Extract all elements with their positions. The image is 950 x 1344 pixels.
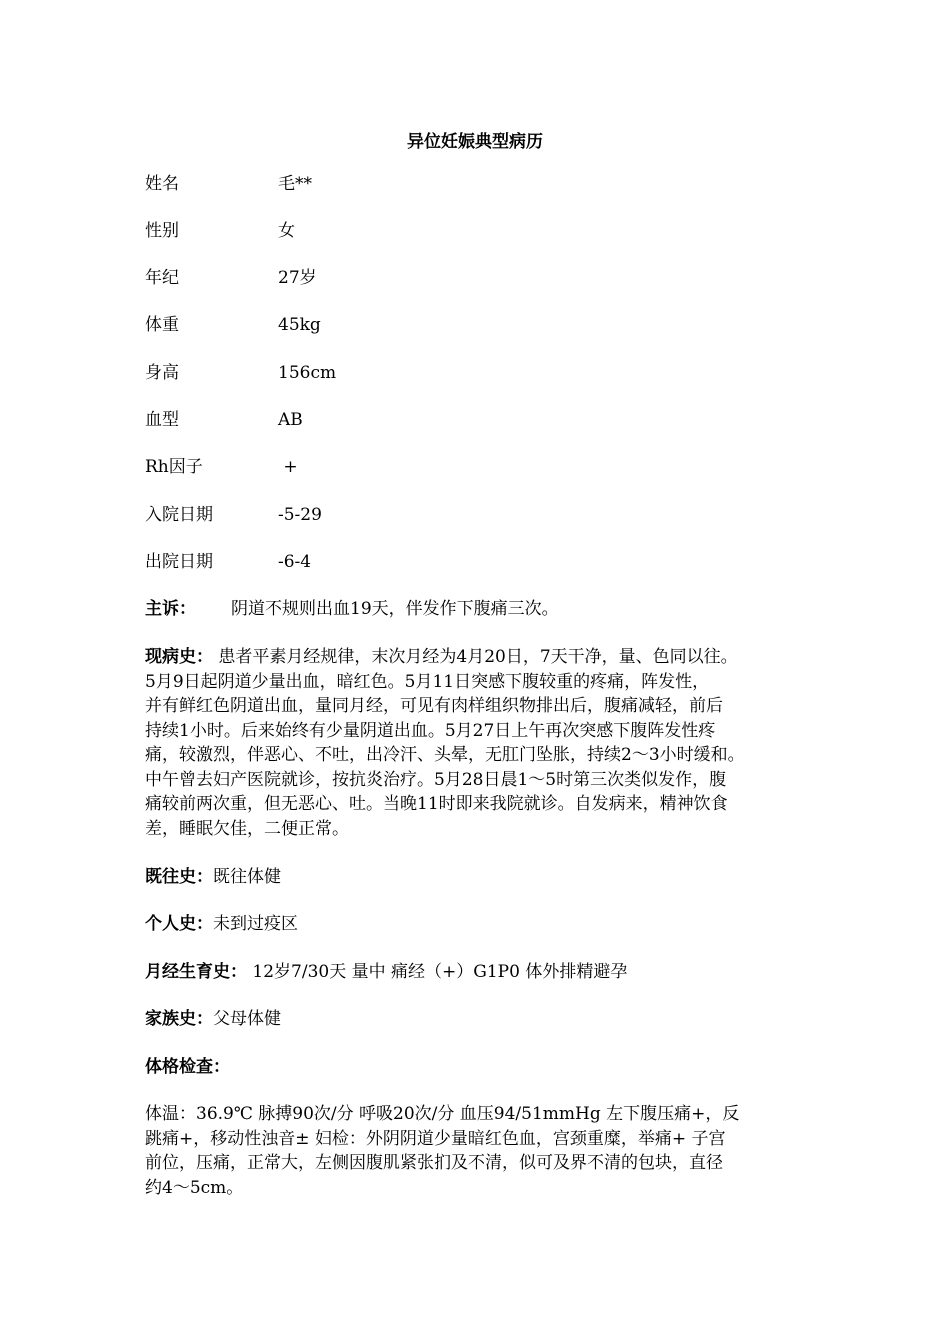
field-value: + [278,457,298,477]
chief-complaint-section [145,597,825,622]
personal-history-section [145,912,825,937]
field-label: 体重 [145,315,179,335]
chief-complaint-text: 阴道不规则出血19天，伴发作下腹痛三次。 [231,599,559,619]
field-value: 毛** [278,174,312,194]
past-history-label: 既往史： [145,867,213,887]
family-history-label: 家族史： [145,1009,213,1029]
field-rh-factor [145,454,298,480]
field-label: Rh因子 [145,457,203,477]
personal-history-label: 个人史： [145,914,213,934]
field-value: 156cm [278,363,337,383]
field-admission-date [145,502,322,528]
past-history-text: 既往体健 [213,867,281,887]
field-label: 身高 [145,363,179,383]
field-value: 女 [278,221,295,241]
physical-exam-line: 约4～5cm。 [145,1177,244,1198]
family-history-section [145,1007,825,1032]
present-illness-label: 现病史： [145,647,213,667]
field-discharge-date [145,549,311,575]
field-label: 性别 [145,221,179,241]
field-value: AB [278,410,303,430]
present-illness-line: 中午曾去妇产医院就诊，按抗炎治疗。5月28日晨1～5时第三次类似发作，腹 [145,769,727,790]
present-illness-line: 现病史： 患者平素月经规律，末次月经为4月20日，7天干净，量、色同以往。 [145,647,738,667]
present-illness-section [145,645,825,841]
field-weight [145,312,321,338]
physical-exam-heading-section [145,1055,825,1080]
physical-exam-line: 前位，压痛，正常大，左侧因腹肌紧张扪及不清，似可及界不清的包块，直径 [145,1153,723,1173]
menstrual-history-section [145,960,825,985]
physical-exam-label: 体格检查： [145,1057,230,1077]
present-illness-line: 5月9日起阴道少量出血，暗红色。5月11日突感下腹较重的疼痛，阵发性， [145,671,710,692]
field-blood-type [145,407,303,433]
family-history-text: 父母体健 [213,1009,281,1029]
document-title: 异位妊娠典型病历 [407,132,543,152]
physical-exam-line: 体温：36.9℃ 脉搏90次/分 呼吸20次/分 血压94/51mmHg 左下腹压痛+，反 [145,1104,740,1124]
field-label: 血型 [145,410,179,430]
present-illness-line: 持续1小时。后来始终有少量阴道出血。5月27日上午再次突感下腹阵发性疼 [145,720,716,741]
field-value: 27岁 [278,268,317,288]
present-illness-line: 痛，较激烈，伴恶心、不吐，出冷汗、头晕，无肛门坠胀，持续2～3小时缓和。 [145,745,745,765]
field-value: 45kg [278,315,321,335]
physical-exam-section [145,1102,825,1200]
menstrual-history-text: 12岁7/30天 量中 痛经（+）G1P0 体外排精避孕 [247,962,628,982]
field-gender [145,218,295,244]
field-age [145,265,317,291]
menstrual-history-label: 月经生育史： [145,962,247,982]
personal-history-text: 未到过疫区 [213,914,298,934]
present-illness-line: 并有鲜红色阴道出血，量同月经，可见有肉样组织物排出后，腹痛减轻，前后 [145,696,723,716]
physical-exam-line: 跳痛+，移动性浊音± 妇检：外阴阴道少量暗红色血，宫颈重糜，举痛+ 子宫 [145,1128,726,1149]
field-label: 姓名 [145,174,179,194]
present-illness-line: 差，睡眠欠佳，二便正常。 [145,818,349,839]
field-label: 入院日期 [145,505,213,525]
field-value: -5-29 [278,505,322,525]
present-illness-line: 痛较前两次重，但无恶心、吐。当晚11时即来我院就诊。自发病来，精神饮食 [145,794,728,814]
field-height [145,360,336,386]
field-label: 出院日期 [145,552,213,572]
past-history-section [145,865,825,890]
field-name [145,171,312,197]
chief-complaint-label: 主诉： [145,599,196,619]
field-value: -6-4 [278,552,312,572]
field-label: 年纪 [145,268,179,288]
